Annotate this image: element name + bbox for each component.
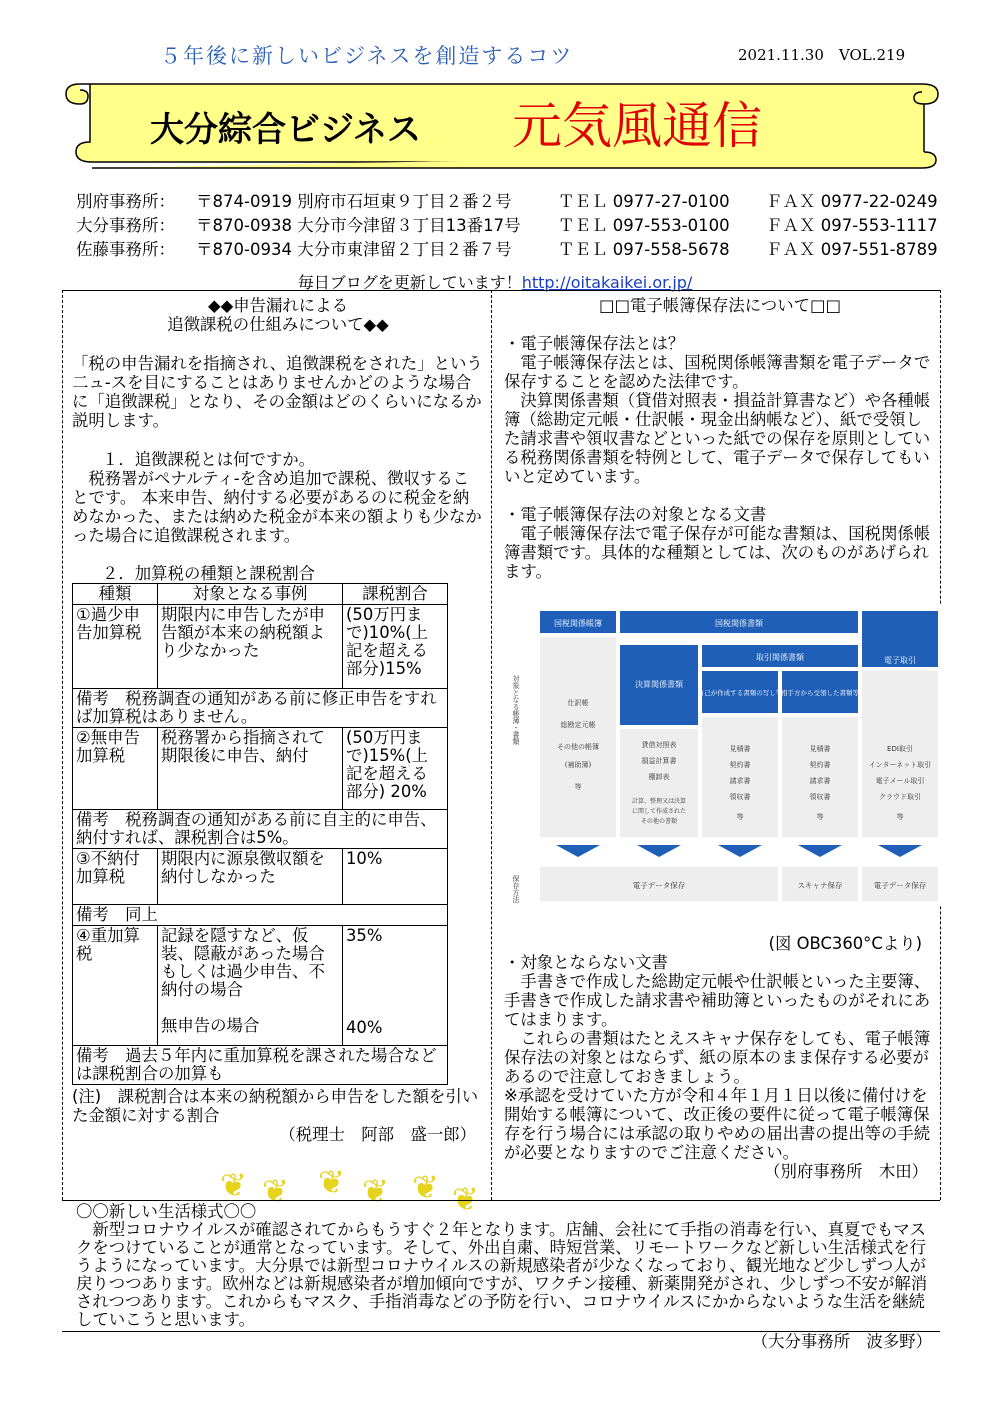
diagram-side-label: 保存方法 bbox=[512, 875, 520, 903]
article-heading: □□電子帳簿保存法について□□ bbox=[599, 296, 841, 315]
diagram-subheader-text: 自己が作成する書類の写し等 bbox=[697, 689, 783, 697]
diagram-item: 契約書 bbox=[729, 761, 751, 769]
tax-rate: 10% bbox=[343, 849, 448, 905]
diagram-save-text: 電子データ保存 bbox=[632, 881, 686, 890]
office-tel: ＴＥＬ 097-553-0100 bbox=[558, 216, 730, 235]
diagram-item: 等 bbox=[736, 813, 744, 821]
diagram-arrow bbox=[878, 845, 922, 857]
diagram-item: 損益計算書 bbox=[641, 757, 677, 765]
left-article bbox=[72, 296, 484, 1144]
question: ・電子帳簿保存法とは？ bbox=[504, 334, 685, 353]
tax-rate-main: 35% bbox=[346, 926, 383, 945]
question: ・対象とならない文書 bbox=[504, 953, 668, 972]
table-note-row bbox=[73, 689, 448, 728]
diagram-item: 見積書 bbox=[809, 745, 831, 753]
diagram-arrow bbox=[718, 845, 762, 857]
paragraph: 手書きで作成した総勘定元帳や仕訳帳といった主要簿、手書きで作成した請求書や補助簿といったものがそれにあてはまります。 bbox=[504, 972, 931, 1029]
diagram-header-text: 国税関係帳簿 bbox=[554, 619, 602, 628]
tax-case: 税務署から指摘されて期限後に申告、納付 bbox=[158, 728, 343, 810]
column-header: 課税割合 bbox=[343, 584, 448, 605]
tax-kind: ①過少申告加算税 bbox=[73, 605, 158, 689]
divider bbox=[62, 290, 940, 291]
paragraph: 新型コロナウイルスが確認されてからもうすぐ２年となります。店舗、会社にて手指の消毒を行い、真夏でもマスクをつけていることが通常となっています。そして、外出自粛、時短営業、リモートワークなど新しい生活様式を行うようになっています。大分県では新型コロナウイルスの新規感染者が少なくなっており、観光地など少しずつ人が戻りつつあります。欧州などは新規感染者が増加傾向ですが、ワクチン接種、新薬開発がされ、少しずつ不安が解消されつつあります。これからもマスク、手指消毒などの予防を行い、コロナウイルスにかからないような生活を継続していこうと思います。 bbox=[76, 1220, 928, 1329]
tax-note: 備考 同上 bbox=[73, 905, 448, 926]
paragraph: 決算関係書類（貸借対照表・損益計算書など）や各種帳簿（総勘定元帳・仕訳帳・現金出納帳など）、紙で受領した請求書や領収書などといった紙での保存を原則としている税務関係書類を特例として、電子データで保存してもいいと定めています。 bbox=[504, 391, 931, 486]
section-body: 税務署がペナルティ-を含め追加で課税、徴収することです。 本来申告、納付する必要があるのに税金を納めなかった、または納めた税金が本来の額よりも少なかった場合に追徴課税されます。 bbox=[72, 469, 482, 545]
diagram-item: 契約書 bbox=[809, 761, 831, 769]
tax-kind: ③不納付加算税 bbox=[73, 849, 158, 905]
tax-case: 期限内に申告したが申告額が本来の納税額より少なかった bbox=[158, 605, 343, 689]
diagram-item: (補助簿) bbox=[564, 761, 592, 769]
diagram-item: 電子メール取引 bbox=[875, 777, 925, 785]
office-fax: ＦＡＸ 097-551-8789 bbox=[766, 240, 938, 259]
diagram-item: 領収書 bbox=[729, 793, 751, 801]
diagram-item: 領収書 bbox=[809, 793, 831, 801]
tax-rate: (50万円まで)10%(上記を超える部分)15% bbox=[343, 605, 448, 689]
table-note-row bbox=[73, 810, 448, 849]
diagram-item: 仕訳帳 bbox=[567, 699, 589, 707]
table-note-row bbox=[73, 1046, 448, 1085]
diagram-item: 請求書 bbox=[809, 777, 831, 785]
table-row bbox=[73, 728, 448, 810]
table-header-row bbox=[73, 584, 448, 605]
ginkgo-leaf-icon: ❦ bbox=[412, 1168, 439, 1206]
tax-rate-sub: 40% bbox=[346, 1018, 383, 1037]
intro-text: 「税の申告漏れを指摘され、追徴課税をされた」という二ュ-スを目にすることはありませんかどのような場合に「追徴課税」となり、その金額はどのくらいになるか説明します。 bbox=[72, 354, 483, 430]
diagram-item: インターネット取引 bbox=[868, 761, 932, 769]
diagram-subheader-text: 決算関係書類 bbox=[635, 680, 683, 689]
diagram-item: その他の書類 bbox=[640, 818, 678, 825]
diagram-item: その他の帳簿 bbox=[557, 743, 599, 751]
tax-kind: ②無申告加算税 bbox=[73, 728, 158, 810]
office-name: 別府事務所： bbox=[76, 192, 175, 211]
section-title: １．追徴課税とは何ですか。 bbox=[102, 450, 316, 469]
bottom-body bbox=[76, 1202, 938, 1351]
ginkgo-leaf-icon: ❦ bbox=[318, 1163, 345, 1201]
author: （別府事務所 木田） bbox=[764, 1162, 928, 1181]
table-note-row bbox=[73, 905, 448, 926]
office-tel: ＴＥＬ 0977-27-0100 bbox=[558, 192, 730, 211]
article-heading: ◆◆申告漏れによる bbox=[208, 296, 348, 315]
diagram-box bbox=[540, 637, 616, 837]
diagram-item: クラウド取引 bbox=[879, 793, 921, 801]
tax-rate: (50万円まで)15%(上記を超える部分) 20% bbox=[343, 728, 448, 810]
office-address: 〒870-0934 大分市東津留２丁目２番７号 bbox=[196, 240, 512, 259]
tax-case-main: 記録を隠すなど、仮装、隠蔽があった場合 もしくは過少申告、不納付の場合 bbox=[161, 926, 342, 999]
ginkgo-leaf-icon: ❦ bbox=[220, 1166, 247, 1204]
diagram-item: EDI取引 bbox=[887, 745, 913, 753]
ginkgo-leaf-icon: ❦ bbox=[262, 1172, 289, 1210]
diagram-save-text: 電子データ保存 bbox=[873, 881, 927, 890]
table-row bbox=[73, 926, 448, 1046]
tagline: ５年後に新しいビジネスを創造するコツ bbox=[160, 44, 574, 68]
figure-caption: (図 OBC360°Cより) bbox=[768, 934, 922, 953]
table-row bbox=[73, 605, 448, 689]
article-heading: 〇〇新しい生活様式〇〇 bbox=[76, 1202, 257, 1221]
newsletter-title: 元気風通信 bbox=[512, 97, 762, 155]
office-fax: ＦＡＸ 097-553-1117 bbox=[766, 216, 938, 235]
author: （税理士 阿部 盛一郎） bbox=[279, 1125, 476, 1144]
diagram-item: 貸借対照表 bbox=[641, 741, 677, 749]
diagram-side-label: 対象となる帳簿・書類 bbox=[512, 675, 520, 745]
issue-number: 2021.11.30 VOL.219 bbox=[738, 46, 906, 64]
blog-link[interactable]: http://oitakaikei.or.jp/ bbox=[521, 273, 693, 292]
diagram-item: 棚卸表 bbox=[648, 773, 670, 781]
footnote: (注) 課税割合は本来の納税額から申告をした額を引いた金額に対する割合 bbox=[72, 1087, 479, 1125]
diagram-item: 請求書 bbox=[729, 777, 751, 785]
office-name: 佐藤事務所： bbox=[76, 240, 175, 259]
tax-case: 期限内に源泉徴収額を納付しなかった bbox=[158, 849, 343, 905]
diagram-arrow bbox=[637, 845, 681, 857]
paragraph: 電子帳簿保存法で電子保存が可能な書類は、国税関係帳簿書類です。具体的な種類としては、次のものがあげられます。 bbox=[504, 524, 931, 581]
office-fax: ＦＡＸ 0977-22-0249 bbox=[766, 192, 938, 211]
tax-note: 備考 過去５年内に重加算税を課された場合などは課税割合の加算も bbox=[73, 1046, 448, 1085]
office-address: 〒870-0938 大分市今津留３丁目13番17号 bbox=[196, 216, 521, 235]
right-article bbox=[504, 296, 936, 581]
column-header: 種類 bbox=[73, 584, 158, 605]
diagram-item: 見積書 bbox=[729, 745, 751, 753]
brand-name: 大分綜合ビジネス bbox=[150, 110, 421, 150]
office-tel: ＴＥＬ 097-558-5678 bbox=[558, 240, 730, 259]
diagram-subheader-text: 電子取引 bbox=[884, 656, 916, 665]
tax-case bbox=[158, 926, 343, 1046]
divider bbox=[62, 290, 63, 1200]
tax-note: 備考 税務調査の通知がある前に自主的に申告、納付すれば、課税割合は5%。 bbox=[73, 810, 448, 849]
diagram-subheader-text: 取引関係書類 bbox=[756, 653, 804, 662]
ginkgo-leaf-icon: ❦ bbox=[452, 1180, 479, 1218]
tax-kind: ④重加算税 bbox=[73, 926, 158, 1046]
paragraph: 電子帳簿保存法とは、国税関係帳簿書類を電子データで保存することを認めた法律です。 bbox=[504, 353, 931, 391]
blog-text: 毎日ブログを更新しています！ bbox=[297, 273, 522, 292]
tax-note: 備考 税務調査の通知がある前に修正申告をすれば加算税はありません。 bbox=[73, 689, 448, 728]
column-header: 対象となる事例 bbox=[158, 584, 343, 605]
article-heading: 追徴課税の仕組みについて◆◆ bbox=[167, 315, 389, 334]
diagram-item: 等 bbox=[896, 813, 904, 821]
diagram-arrow bbox=[556, 845, 600, 857]
diagram-item: に関して作成された bbox=[631, 808, 687, 815]
office-name: 大分事務所： bbox=[76, 216, 175, 235]
question: ・電子帳簿保存法の対象となる文書 bbox=[504, 505, 767, 524]
diagram-save-text: スキャナ保存 bbox=[797, 881, 843, 890]
diagram-arrow bbox=[798, 845, 842, 857]
office-address: 〒874-0919 別府市石垣東９丁目２番２号 bbox=[196, 192, 512, 211]
diagram-subheader-text: 相手方から受領した書類等 bbox=[781, 689, 859, 697]
tax-table bbox=[72, 583, 448, 1085]
right-article-continued bbox=[504, 934, 936, 1181]
diagram-item: 総勘定元帳 bbox=[560, 721, 596, 729]
diagram-item: 計算、整理又は決算 bbox=[631, 798, 687, 805]
bottom-article bbox=[62, 1200, 940, 1351]
column-divider bbox=[491, 290, 492, 1200]
table-row bbox=[73, 849, 448, 905]
paragraph: これらの書類はたとえスキャナ保存をしても、電子帳簿保存法の対象とはならず、紙の原本のまま保存する必要があるので注意しておきましょう。 bbox=[504, 1029, 931, 1086]
tax-case-sub: 無申告の場合 bbox=[161, 1016, 260, 1035]
diagram-item: 等 bbox=[574, 783, 582, 791]
diagram-item: 等 bbox=[816, 813, 824, 821]
paragraph: ※承認を受けていた方が令和４年１月１日以後に備付けを開始する帳簿について、改正後の要件に従って電子帳簿保存を行う場合には承認の取りやめの届出書の提出等の手続が必要となりますのでご注意ください。 bbox=[504, 1086, 931, 1162]
author: （大分事務所 波多野） bbox=[751, 1332, 932, 1351]
section-title: ２．加算税の種類と課税割合 bbox=[102, 564, 316, 583]
ginkgo-leaf-icon: ❦ bbox=[362, 1172, 389, 1210]
tax-rate bbox=[343, 926, 448, 1046]
document-type-diagram bbox=[506, 605, 942, 905]
diagram-header-text: 国税関係書類 bbox=[715, 619, 763, 628]
